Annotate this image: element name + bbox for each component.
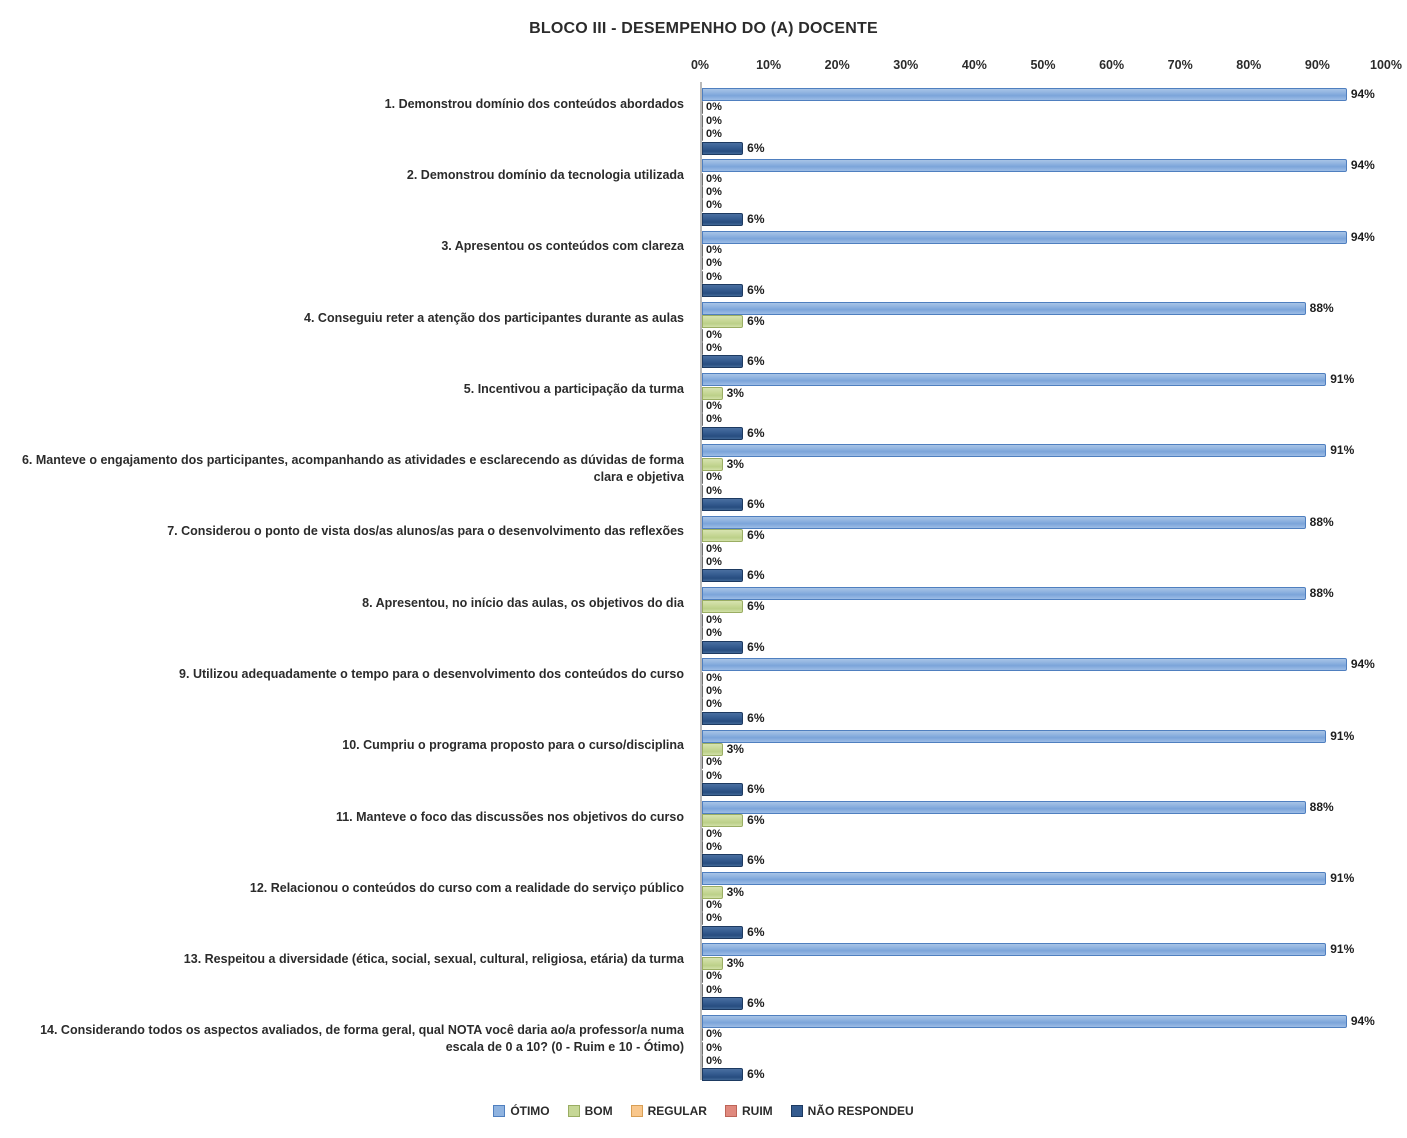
category-label: 5. Incentivou a participação da turma xyxy=(463,381,684,396)
x-axis-tick: 50% xyxy=(1030,58,1056,72)
bar-value-label: 88% xyxy=(1309,300,1334,315)
bar-value-label: 0% xyxy=(706,270,722,283)
category-label: 11. Manteve o foco das discussões nos objetivos do curso xyxy=(335,809,684,824)
bar-não-respondeu[interactable] xyxy=(702,997,743,1010)
bar-value-label: 6% xyxy=(747,140,765,155)
bar-regular[interactable] xyxy=(702,329,703,342)
x-axis-tick: 70% xyxy=(1167,58,1193,72)
bar-ótimo[interactable] xyxy=(702,444,1326,457)
category-label: 8. Apresentou, no início das aulas, os objetivos do dia xyxy=(362,595,684,610)
bar-value-label: 0% xyxy=(706,257,722,270)
x-axis-tick-labels xyxy=(0,58,1407,78)
bar-value-label: 0% xyxy=(706,555,722,568)
bar-bom[interactable] xyxy=(702,244,703,257)
bar-bom[interactable] xyxy=(702,173,703,186)
legend-label: NÃO RESPONDEU xyxy=(807,1104,914,1118)
category-label: 1. Demonstrou domínio dos conteúdos abordados xyxy=(384,96,684,111)
bar-ótimo[interactable] xyxy=(702,373,1326,386)
bar-value-label: 6% xyxy=(747,568,765,583)
bar-value-label: 88% xyxy=(1309,799,1334,814)
bar-regular[interactable] xyxy=(702,970,703,983)
bar-value-label: 6% xyxy=(747,283,765,298)
bar-value-label: 6% xyxy=(747,599,765,614)
bar-value-label: 6% xyxy=(747,813,765,828)
bar-group xyxy=(702,587,1388,658)
bar-regular[interactable] xyxy=(702,828,703,841)
bar-ruim[interactable] xyxy=(702,271,703,284)
bar-value-label: 0% xyxy=(706,542,722,555)
bar-value-label: 94% xyxy=(1350,657,1375,672)
bar-value-label: 0% xyxy=(706,698,722,711)
bar-bom[interactable] xyxy=(702,957,723,970)
bar-não-respondeu[interactable] xyxy=(702,926,743,939)
bar-value-label: 91% xyxy=(1330,443,1355,458)
category-label: 4. Conseguiu reter a atenção dos participantes durante as aulas xyxy=(304,310,684,325)
legend-item[interactable] xyxy=(725,1104,773,1118)
x-axis-tick: 20% xyxy=(824,58,850,72)
bar-bom[interactable] xyxy=(702,1028,703,1041)
bar-value-label: 0% xyxy=(706,342,722,355)
bar-regular[interactable] xyxy=(702,899,703,912)
x-axis-tick: 80% xyxy=(1236,58,1262,72)
x-axis-tick: 40% xyxy=(961,58,987,72)
legend-label: RUIM xyxy=(741,1104,773,1118)
bar-value-label: 0% xyxy=(706,841,722,854)
bar-group xyxy=(702,872,1388,943)
bar-value-label: 0% xyxy=(706,399,722,412)
bar-value-label: 0% xyxy=(706,199,722,212)
bar-value-label: 6% xyxy=(747,211,765,226)
bar-value-label: 0% xyxy=(706,627,722,640)
bar-regular[interactable] xyxy=(702,115,703,128)
bar-não-respondeu[interactable] xyxy=(702,783,743,796)
bar-value-label: 91% xyxy=(1330,942,1355,957)
bar-group xyxy=(702,516,1388,587)
bar-ótimo[interactable] xyxy=(702,872,1326,885)
bar-ruim[interactable] xyxy=(702,413,703,426)
bar-group xyxy=(702,801,1388,872)
bar-group xyxy=(702,730,1388,801)
bar-value-label: 3% xyxy=(726,955,744,970)
bar-não-respondeu[interactable] xyxy=(702,498,743,511)
bar-ruim[interactable] xyxy=(702,199,703,212)
bar-value-label: 0% xyxy=(706,243,722,256)
bar-value-label: 94% xyxy=(1350,1013,1375,1028)
bar-regular[interactable] xyxy=(702,614,703,627)
bar-ótimo[interactable] xyxy=(702,943,1326,956)
bar-não-respondeu[interactable] xyxy=(702,1068,743,1081)
bar-value-label: 0% xyxy=(706,1041,722,1054)
bar-value-label: 6% xyxy=(747,853,765,868)
bar-ruim[interactable] xyxy=(702,1055,703,1068)
bar-bom[interactable] xyxy=(702,315,743,328)
bar-value-label: 0% xyxy=(706,186,722,199)
legend-swatch-icon xyxy=(725,1105,737,1117)
bar-value-label: 0% xyxy=(706,172,722,185)
bar-ruim[interactable] xyxy=(702,698,703,711)
bar-ótimo[interactable] xyxy=(702,587,1306,600)
bar-value-label: 94% xyxy=(1350,229,1375,244)
bar-regular[interactable] xyxy=(702,400,703,413)
category-label: 9. Utilizou adequadamente o tempo para o desenvolvimento dos conteúdos do curso xyxy=(179,666,684,681)
bar-value-label: 94% xyxy=(1350,158,1375,173)
bar-value-label: 0% xyxy=(706,471,722,484)
bar-value-label: 0% xyxy=(706,671,722,684)
bar-value-label: 0% xyxy=(706,413,722,426)
bar-value-label: 6% xyxy=(747,528,765,543)
bar-value-label: 0% xyxy=(706,898,722,911)
bar-regular[interactable] xyxy=(702,257,703,270)
legend-swatch-icon xyxy=(631,1105,643,1117)
bar-ótimo[interactable] xyxy=(702,730,1326,743)
bar-value-label: 0% xyxy=(706,613,722,626)
bar-value-label: 0% xyxy=(706,328,722,341)
bar-regular[interactable] xyxy=(702,186,703,199)
legend-label: BOM xyxy=(584,1104,613,1118)
bar-ruim[interactable] xyxy=(702,342,703,355)
bar-bom[interactable] xyxy=(702,743,723,756)
bar-ruim[interactable] xyxy=(702,128,703,141)
legend-swatch-icon xyxy=(568,1105,580,1117)
bar-value-label: 91% xyxy=(1330,728,1355,743)
bar-group xyxy=(702,943,1388,1014)
bar-ótimo[interactable] xyxy=(702,231,1347,244)
bar-ótimo[interactable] xyxy=(702,88,1347,101)
category-label: 2. Demonstrou domínio da tecnologia utilizada xyxy=(406,167,684,182)
bar-value-label: 0% xyxy=(706,827,722,840)
category-label: 12. Relacionou o conteúdos do curso com a realidade do serviço público xyxy=(249,880,684,895)
bar-group xyxy=(702,302,1388,373)
bar-bom[interactable] xyxy=(702,600,743,613)
chart-legend xyxy=(0,1104,1407,1118)
bar-não-respondeu[interactable] xyxy=(702,854,743,867)
bar-value-label: 6% xyxy=(747,639,765,654)
bar-ótimo[interactable] xyxy=(702,159,1347,172)
x-axis-tick: 90% xyxy=(1304,58,1330,72)
bar-regular[interactable] xyxy=(702,1042,703,1055)
bar-não-respondeu[interactable] xyxy=(702,355,743,368)
legend-item[interactable] xyxy=(631,1104,707,1118)
x-axis-tick: 60% xyxy=(1099,58,1125,72)
bar-ótimo[interactable] xyxy=(702,658,1347,671)
bar-ótimo[interactable] xyxy=(702,516,1306,529)
bar-regular[interactable] xyxy=(702,756,703,769)
bar-não-respondeu[interactable] xyxy=(702,641,743,654)
category-label: 13. Respeitou a diversidade (ética, social, sexual, cultural, religiosa, etária) da turma xyxy=(183,952,684,967)
bar-value-label: 6% xyxy=(747,425,765,440)
category-label: 14. Considerando todos os aspectos avaliados, de forma geral, qual NOTA você daria ao/a professor/a numa escala de 0 a 10? (0 - Ruim e 10 - Ótimo) xyxy=(40,1023,684,1055)
bar-value-label: 3% xyxy=(726,385,744,400)
category-axis-labels xyxy=(0,82,692,1080)
legend-swatch-icon xyxy=(791,1105,803,1117)
bar-ruim[interactable] xyxy=(702,770,703,783)
bar-group xyxy=(702,159,1388,230)
bar-não-respondeu[interactable] xyxy=(702,213,743,226)
bar-value-label: 0% xyxy=(706,970,722,983)
bar-group xyxy=(702,444,1388,515)
category-label: 7. Considerou o ponto de vista dos/as alunos/as para o desenvolvimento das reflexões xyxy=(167,524,684,539)
bar-group xyxy=(702,373,1388,444)
bar-ruim[interactable] xyxy=(702,841,703,854)
bar-value-label: 0% xyxy=(706,1054,722,1067)
category-label: 6. Manteve o engajamento dos participantes, acompanhando as atividades e esclarecendo as dúvidas de forma clara e objetiva xyxy=(21,453,684,484)
bar-value-label: 88% xyxy=(1309,514,1334,529)
bar-value-label: 88% xyxy=(1309,586,1334,600)
bar-value-label: 0% xyxy=(706,101,722,114)
bar-value-label: 6% xyxy=(747,782,765,797)
bar-ruim[interactable] xyxy=(702,556,703,569)
bar-value-label: 6% xyxy=(747,497,765,512)
bar-bom[interactable] xyxy=(702,672,703,685)
bar-value-label: 0% xyxy=(706,685,722,698)
bar-value-label: 6% xyxy=(747,924,765,939)
bar-ruim[interactable] xyxy=(702,485,703,498)
x-axis-tick: 100% xyxy=(1370,58,1402,72)
bar-group xyxy=(702,1015,1388,1086)
legend-item[interactable] xyxy=(568,1104,613,1118)
legend-item[interactable] xyxy=(791,1104,914,1118)
bar-value-label: 0% xyxy=(706,484,722,497)
bar-value-label: 3% xyxy=(726,741,744,756)
bar-value-label: 0% xyxy=(706,912,722,925)
legend-item[interactable] xyxy=(493,1104,549,1118)
bar-value-label: 6% xyxy=(747,710,765,725)
category-label: 10. Cumpriu o programa proposto para o curso/disciplina xyxy=(342,738,684,753)
bar-regular[interactable] xyxy=(702,471,703,484)
bar-regular[interactable] xyxy=(702,685,703,698)
bar-bom[interactable] xyxy=(702,529,743,542)
bar-value-label: 91% xyxy=(1330,871,1355,886)
bar-value-label: 3% xyxy=(726,884,744,899)
bar-value-label: 94% xyxy=(1350,87,1375,101)
legend-swatch-icon xyxy=(493,1105,505,1117)
bar-value-label: 6% xyxy=(747,354,765,369)
bar-bom[interactable] xyxy=(702,458,723,471)
bar-bom[interactable] xyxy=(702,387,723,400)
bar-não-respondeu[interactable] xyxy=(702,142,743,155)
bar-não-respondeu[interactable] xyxy=(702,569,743,582)
bar-ruim[interactable] xyxy=(702,984,703,997)
bar-value-label: 3% xyxy=(726,456,744,471)
chart-title: BLOCO III - DESEMPENHO DO (A) DOCENTE xyxy=(529,20,878,37)
bar-value-label: 6% xyxy=(747,314,765,329)
bar-value-label: 0% xyxy=(706,128,722,141)
bar-regular[interactable] xyxy=(702,543,703,556)
bar-ótimo[interactable] xyxy=(702,1015,1347,1028)
bar-value-label: 6% xyxy=(747,996,765,1011)
bar-group xyxy=(702,88,1388,159)
bar-value-label: 0% xyxy=(706,114,722,127)
plot-area xyxy=(700,82,1388,1080)
x-axis-tick: 0% xyxy=(690,58,710,72)
legend-label: ÓTIMO xyxy=(510,1104,550,1118)
bar-ruim[interactable] xyxy=(702,627,703,640)
bar-bom[interactable] xyxy=(702,814,743,827)
bar-não-respondeu[interactable] xyxy=(702,427,743,440)
bar-ótimo[interactable] xyxy=(702,801,1306,814)
bar-bom[interactable] xyxy=(702,101,703,114)
bar-value-label: 0% xyxy=(706,769,722,782)
bar-value-label: 0% xyxy=(706,1028,722,1041)
x-axis-tick: 30% xyxy=(893,58,919,72)
category-label: 3. Apresentou os conteúdos com clareza xyxy=(441,239,684,254)
bar-ótimo[interactable] xyxy=(702,302,1306,315)
bar-não-respondeu[interactable] xyxy=(702,284,743,297)
bar-value-label: 91% xyxy=(1330,372,1355,387)
bar-group xyxy=(702,658,1388,729)
bar-value-label: 0% xyxy=(706,756,722,769)
bar-value-label: 0% xyxy=(706,983,722,996)
bar-bom[interactable] xyxy=(702,886,723,899)
bar-ruim[interactable] xyxy=(702,912,703,925)
legend-label: REGULAR xyxy=(647,1104,707,1118)
bar-value-label: 6% xyxy=(747,1067,765,1082)
bar-não-respondeu[interactable] xyxy=(702,712,743,725)
x-axis-tick: 10% xyxy=(756,58,782,72)
bar-group xyxy=(702,231,1388,302)
